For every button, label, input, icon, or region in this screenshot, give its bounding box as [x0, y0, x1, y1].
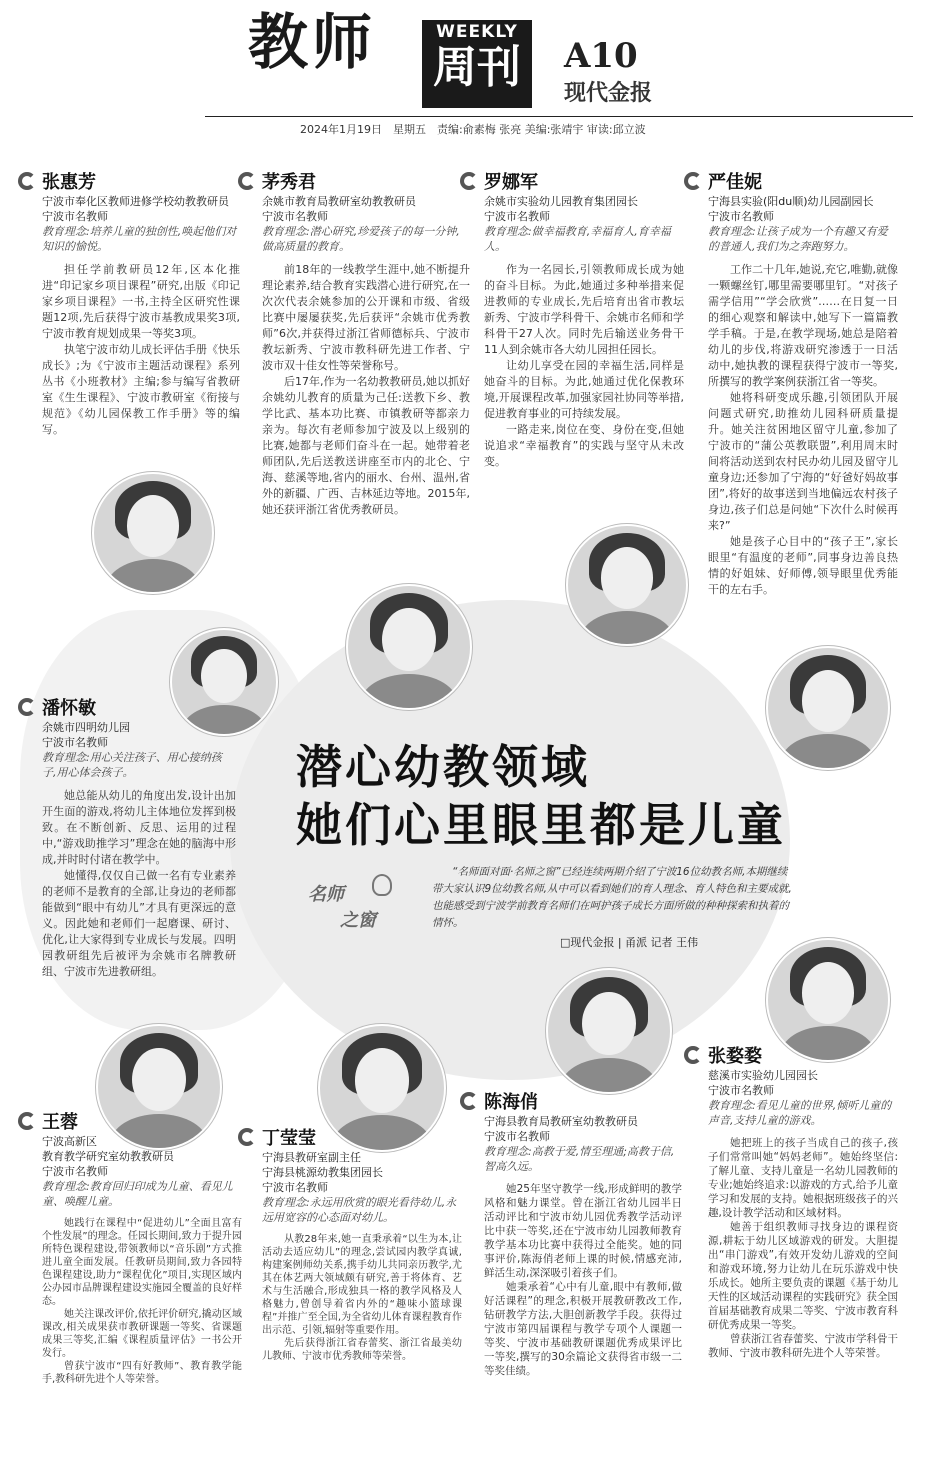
teacher-bio-paragraph: 前18年的一线教学生涯中,她不断提升理论素养,结合教育实践潜心进行研究,在一次次代表余姚参加的公开课和市级、省级比赛中屡屡获奖,先后获评“余姚市优秀教师”6次,并获得过浙江省师德标兵、宁波市教坛新秀、宁波市教科研先进工作者、宁波市双十佳女性等荣誉称号。	[262, 263, 470, 372]
teacher-philosophy: 教育理念:永远用欣赏的眼光看待幼儿,永远用宽容的心态面对幼儿。	[262, 1196, 457, 1224]
teacher-philosophy: 教育理念:看见儿童的世界,倾听儿童的声音,支持儿童的游戏。	[708, 1099, 892, 1127]
teacher-profile-luo-najun	[484, 172, 684, 470]
lightbulb-icon	[372, 874, 392, 896]
column-logo-text: 名师	[308, 884, 344, 905]
section-marker-icon	[460, 172, 478, 190]
teacher-title: 宁波市名教师	[42, 1165, 108, 1178]
teacher-bio-paragraph: 曾获浙江省春蕾奖、宁波市学科骨干教师、宁波市教科研先进个人等荣誉。	[708, 1333, 898, 1359]
teacher-philosophy: 教育理念:做幸福教育,幸福育人,育幸福人。	[484, 225, 671, 253]
section-marker-icon	[18, 1112, 36, 1130]
portrait-photo-mao-xiujun	[346, 584, 472, 710]
section-marker-icon	[18, 698, 36, 716]
headline-line-2: 她们心里眼里都是儿童	[296, 798, 786, 852]
teacher-title: 宁波市名教师	[262, 1181, 328, 1194]
teacher-philosophy: 教育理念:用心关注孩子、用心接纳孩子,用心体会孩子。	[42, 751, 222, 779]
section-marker-icon	[684, 172, 702, 190]
teacher-bio-paragraph: 一路走来,岗位在变、身份在变,但她说追求“幸福教育”的实践与坚守从未改变。	[484, 423, 684, 468]
teacher-profile-zhang-huifang	[42, 172, 240, 438]
headline-line-1: 潜心幼教领域	[296, 740, 590, 794]
issue-info: 2024年1月19日 星期五 责编:俞素梅 张亮 美编:张靖宇 审读:邱立波	[300, 123, 646, 136]
teacher-philosophy: 教育理念:让孩子成为一个有趣又有爱的普通人,我们为之奔跑努力。	[708, 225, 888, 253]
teacher-profile-chen-haiqiao	[484, 1092, 682, 1378]
teacher-name: 潘怀敏	[42, 698, 96, 719]
article-intro: “名师面对面·名师之窗”已经连续两期介绍了宁波16位幼教名师,本期继续带大家认识9位幼教名师,从中可以看到她们的育人理念、育人特色和主要成就,也能感受到宁波学前教育名师们在呵护孩子成长方面所做的种种探索和执着的情怀。	[432, 866, 792, 929]
teacher-profile-zhang-wuwu	[708, 1046, 898, 1360]
portrait-photo-chen-haiqiao	[546, 968, 672, 1094]
teacher-name: 罗娜军	[484, 172, 538, 193]
article-headline	[296, 738, 786, 854]
column-logo-text: 之窗	[340, 910, 376, 931]
teacher-role: 教育教学研究室幼教教研员	[42, 1150, 174, 1163]
teacher-bio-paragraph: 她总能从幼儿的角度出发,设计出加开生面的游戏,将幼儿主体地位发挥到极致。在不断创新、反思、运用的过程中,“游戏助推学习”理念在她的脑海中形成,并时时付诸在教学中。	[42, 789, 236, 866]
portrait-photo-zhang-wuwu	[766, 938, 890, 1062]
teacher-role: 余姚市四明幼儿园	[42, 721, 130, 734]
teacher-bio-paragraph: 先后获得浙江省春蕾奖、浙江省最美幼儿教师、宁波市优秀教师等荣誉。	[262, 1338, 462, 1362]
masthead-weekly-badge	[422, 20, 532, 108]
teacher-title: 宁波市名教师	[262, 210, 328, 223]
teacher-title: 宁波市名教师	[484, 1130, 550, 1143]
teacher-title: 宁波市名教师	[42, 736, 108, 749]
teacher-bio-paragraph: 作为一名园长,引领教师成长成为她的奋斗目标。为此,她通过多种举措来促进教师的专业成长,先后培育出省市教坛新秀、宁波市学科骨干、余姚市名师和学科骨干27人次。同时先后输送业务骨干11人到余姚市各大幼儿园担任园长。	[484, 263, 684, 356]
teacher-bio-paragraph: 担任学前教研员12年,区本化推进“印记家乡项目课程”研究,出版《印记家乡项目课程》一书,主持全区研究性课题12项,先后获得宁波市基教成果奖3项,宁波市教育规划成果一等奖3项。	[42, 263, 240, 340]
teacher-title: 宁波市名教师	[708, 1084, 774, 1097]
portrait-photo-zhang-huifang	[92, 472, 214, 594]
teacher-bio-paragraph: 她是孩子心目中的“孩子王”,家长眼里“有温度的老师”,同事身边善良热情的好姐妹、好师傅,领导眼里优秀能干的左右手。	[708, 535, 898, 596]
teacher-name: 张婺婺	[708, 1046, 762, 1067]
teacher-profile-yan-jiani	[708, 172, 898, 598]
masthead-title: 教师	[248, 8, 376, 78]
teacher-bio-paragraph: 她秉承着“心中有儿童,眼中有教师,做好活课程”的理念,积极开展教研教改工作,钻研教学方法,大胆创新教学手段。获得过宁波市第四届课程与教学专项个人课题一等奖、宁波市基础教研课题优秀成果评比一等奖,撰写的30余篇论文获得省市级一二等奖佳绩。	[484, 1281, 682, 1377]
newspaper-name: 现代金报	[564, 81, 653, 106]
teacher-bio-paragraph: 从教28年来,她一直秉承着“以生为本,让活动去适应幼儿”的理念,尝试园内教学真诚,构建案例师幼关系,携手幼儿共同亲历教学,尤其在体艺两大领域颇有研究,善于将体育、艺术与生活融合,形成独具一格的教学风格及人格魅力,曾创导着省内外的“趣味小篮球课程”并推广至全国,为全省幼儿体育课程教育作出示范、引领,辐射等重要作用。	[262, 1234, 462, 1336]
teacher-philosophy: 教育理念:培养儿童的独创性,唤起他们对知识的愉悦。	[42, 225, 237, 253]
section-marker-icon	[460, 1092, 478, 1110]
section-marker-icon	[238, 1128, 256, 1146]
portrait-photo-pan-huaimin	[170, 628, 278, 736]
portrait-photo-wang-rong	[96, 1024, 222, 1150]
teacher-role: 余姚市教育局教研室幼教教研员	[262, 195, 416, 208]
weekly-label: WEEKLY	[436, 22, 518, 42]
teacher-title: 宁波市名教师	[708, 210, 774, 223]
teacher-philosophy: 教育理念:潜心研究,珍爱孩子的每一分钟,做高质量的教育。	[262, 225, 460, 253]
teacher-title: 宁波市名教师	[484, 210, 550, 223]
teacher-name: 张惠芳	[42, 172, 96, 193]
section-marker-icon	[238, 172, 256, 190]
portrait-photo-luo-najun	[566, 524, 688, 646]
teacher-name: 茅秀君	[262, 172, 316, 193]
masthead-divider	[205, 116, 913, 117]
teacher-role: 宁海县桃源幼教集团园长	[262, 1166, 383, 1179]
teacher-bio-paragraph: 她25年坚守教学一线,形成鲜明的教学风格和魅力课堂。曾在浙江省幼儿园半日活动评比和宁波市幼儿园优秀教学活动评比中获一等奖,还在宁波市幼儿园教师教育教学基本功比赛中获得过全能奖。她的同事评价,陈海俏老师上课的时候,情感充沛,鲜活生动,深深吸引着孩子们。	[484, 1183, 682, 1279]
teacher-profile-ding-yingying	[262, 1128, 462, 1363]
teacher-title: 宁波市名教师	[42, 210, 108, 223]
teacher-bio-paragraph: 让幼儿享受在园的幸福生活,同样是她奋斗的目标。为此,她通过优化保教环境,开展课程改革,加强家园社协同等举措,促进教育事业的可持续发展。	[484, 359, 684, 420]
teacher-bio-paragraph: 执笔宁波市幼儿成长评估手册《快乐成长》;为《宁波市主题活动课程》系列丛书《小班教材》主编;参与编写省教研室《生生课程》、宁波市教研室《衔接与规范》《幼儿园保教工作手册》等的编写。	[42, 343, 240, 436]
page-number: A10	[564, 36, 638, 76]
teacher-role: 宁海县教研室副主任	[262, 1151, 361, 1164]
teacher-profile-wang-rong	[42, 1112, 242, 1386]
teacher-name: 严佳妮	[708, 172, 762, 193]
teacher-role: 宁海县实验(阳du顺)幼儿园副园长	[708, 195, 874, 208]
article-byline: □现代金报 | 甬派 记者 王伟	[560, 936, 699, 949]
teacher-profile-pan-huaimin	[42, 698, 236, 980]
teacher-bio-paragraph: 她践行在课程中“促进幼儿”全面且富有个性发展”的理念。任园长期间,致力于提升园所特色课程建设,带领教师以“音乐剧”方式推进儿童全面发展。任教研员期间,致力各园特色课程建设,助力“课程优化”项目,实现区域内公办园市品牌课程建设实施园全覆盖的良好样态。	[42, 1218, 242, 1307]
teacher-role: 余姚市实验幼儿园教育集团园长	[484, 195, 638, 208]
teacher-bio-paragraph: 她善于组织教师寻找身边的课程资源,耕耘于幼儿区域游戏的研发。大胆提出“串门游戏”,有效开发幼儿游戏的空间和游戏环境,努力让幼儿在玩乐游戏中快乐成长。她所主要负责的课题《基于幼儿天性的区域活动课程的实践研究》获全国首届基础教育成果二等奖、宁波市教育科研优秀成果一等奖。	[708, 1221, 898, 1331]
weekly-cn-label: 周刊	[433, 42, 521, 93]
teacher-bio-paragraph: 她懂得,仅仅自己做一名有专业素养的老师不是教育的全部,让身边的老师都能做到“眼中有幼儿”才具有更深远的意义。因此她和老师们一起磨课、研讨、优化,让大家得到专业成长与发展。四明园教研组先后被评为余姚市名牌教研组、宁波市先进教研组。	[42, 869, 236, 978]
teacher-name: 王蓉	[42, 1112, 78, 1133]
teacher-role: 慈溪市实验幼儿园园长	[708, 1069, 818, 1082]
section-marker-icon	[684, 1046, 702, 1064]
teacher-name: 丁莹莹	[262, 1128, 316, 1149]
section-marker-icon	[18, 172, 36, 190]
teacher-profile-mao-xiujun	[262, 172, 470, 518]
teacher-philosophy: 教育理念:高教于爱,情至理通;高教于信,智高久远。	[484, 1145, 675, 1173]
teacher-bio-paragraph: 曾获宁波市“四有好教师”、教育教学能手,教科研先进个人等荣誉。	[42, 1361, 242, 1385]
teacher-bio-paragraph: 后17年,作为一名幼教教研员,她以抓好余姚幼儿教育的质量为己任:送教下乡、教学比武、基本功比赛、市镇教研等都亲力亲为。每次有老师参加宁波及以上级别的比赛,她都与老师们奋斗在一起。她带着老师团队,先后送教送讲座至市内的北仑、宁海、慈溪等地,省内的丽水、台州、温州,省外的新疆、广西、吉林延边等地。2015年,她还获评浙江省优秀教研员。	[262, 375, 470, 516]
teacher-bio-paragraph: 她把班上的孩子当成自己的孩子,孩子们常常叫她“妈妈老师”。她始终坚信:了解儿童、支持儿童是一名幼儿园教师的专业;她始终追求:以游戏的方式,给予儿童学习和发展的支持。她根据班级孩子的兴趣,设计教学活动和区域材料。	[708, 1137, 898, 1219]
teacher-role: 宁波高新区	[42, 1135, 97, 1148]
teacher-bio-paragraph: 她将科研变成乐趣,引领团队开展问题式研究,助推幼儿园科研质量提升。她关注贫困地区留守儿童,参加了宁波市的“蒲公英教联盟”,利用周末时间将活动送到农村民办幼儿园及留守儿童身边;还参加了宁海的“好爸好妈故事团”,将好的故事送到当地偏远农村孩子身边,孩子们总是问她“下次什么时候再来?”	[708, 391, 898, 532]
teacher-bio-paragraph: 她关注课改评价,依托评价研究,撬动区域课改,相关成果获市教研课题一等奖、省课题成果三等奖,汇编《课程质量评估》一书公开发行。	[42, 1309, 242, 1359]
teacher-philosophy: 教育理念:教育回归印成为儿童、看见儿童、唤醒儿童。	[42, 1180, 233, 1208]
teacher-role: 宁波市奉化区教师进修学校幼教教研员	[42, 195, 229, 208]
teacher-bio-paragraph: 工作二十几年,她说,充它,唯勤,就像一颗螺丝钉,哪里需要哪里钉。“对孩子需学信用”“学会欣赏”……在日复一日的细心观察和解读中,她写下一篇篇教学手稿。于是,在教学现场,她总是陪着幼儿的步伐,将游戏研究渗透于一日活动中,她执教的课程获得宁波市一等奖,所撰写的教学案例获浙江省一等奖。	[708, 263, 898, 388]
teacher-name: 陈海俏	[484, 1092, 538, 1113]
portrait-photo-ding-yingying	[318, 1024, 446, 1152]
teacher-role: 宁海县教育局教研室幼教教研员	[484, 1115, 638, 1128]
